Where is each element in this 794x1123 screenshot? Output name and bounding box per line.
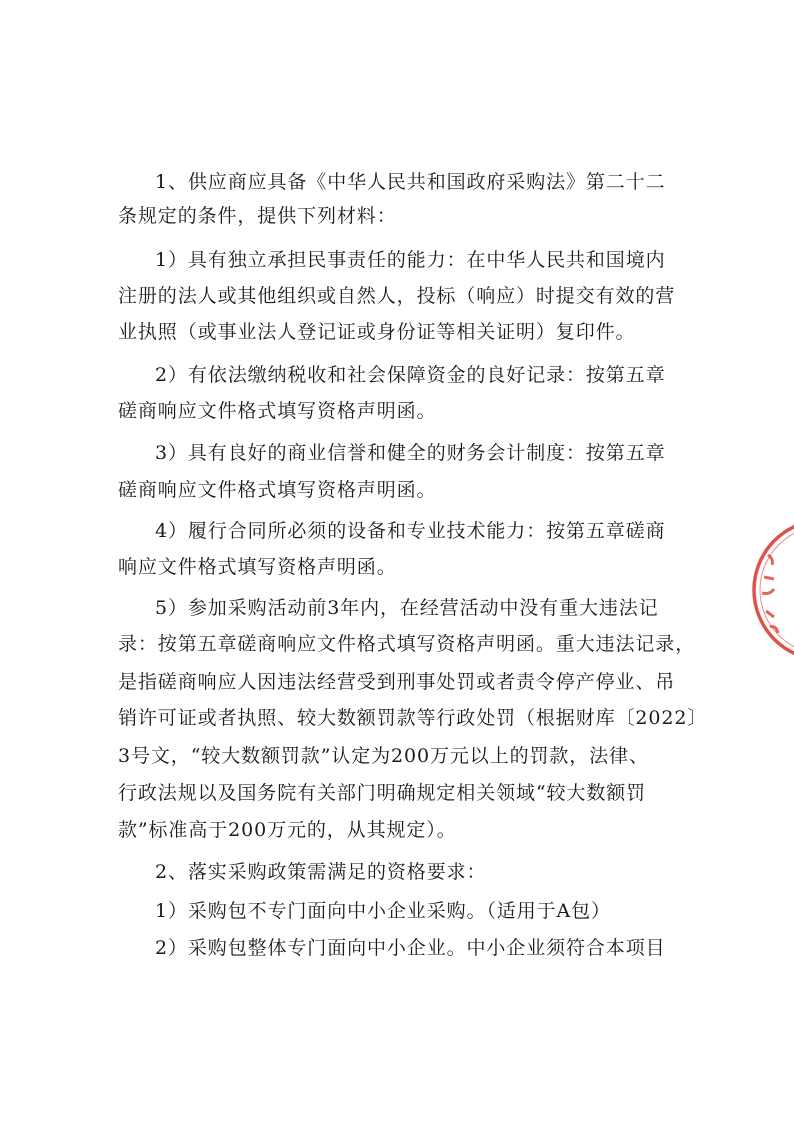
paragraph-line: 注册的法人或其他组织或自然人，投标（响应）时提交有效的营 [118,285,676,307]
paragraph-line: 行政法规以及国务院有关部门明确规定相关领域“较大数额罚 [118,782,647,804]
paragraph-line: 磋商响应文件格式填写资格声明函。 [118,479,437,501]
paragraph-line: 1）具有独立承担民事责任的能力：在中华人民共和国境内 [155,249,666,271]
paragraph-line: 2）采购包整体专门面向中小企业。中小企业须符合本项目 [155,937,666,959]
seal-stamp [746,515,794,665]
paragraph-line: 录：按第五章磋商响应文件格式填写资格声明函。重大违法记录， [118,633,696,655]
paragraph-line: 业执照（或事业法人登记证或身份证等相关证明）复印件。 [118,321,636,343]
paragraph-line: 磋商响应文件格式填写资格声明函。 [118,400,437,422]
paragraph-line: 5）参加采购活动前3年内，在经营活动中没有重大违法记 [155,597,659,619]
paragraph-line: 4）履行合同所必须的设备和专业技术能力：按第五章磋商 [155,520,666,542]
paragraph-line: 响应文件格式填写资格声明函。 [118,556,397,578]
paragraph-line: 1）采购包不专门面向中小企业采购。（适用于A包） [155,900,611,922]
paragraph-line: 是指磋商响应人因违法经营受到刑事处罚或者责令停产停业、吊 [118,671,676,693]
paragraph-line: 3）具有良好的商业信誉和健全的财务会计制度：按第五章 [155,442,666,464]
paragraph-line: 条规定的条件，提供下列材料： [118,205,397,227]
paragraph-line: 款”标准高于200万元的，从其规定）。 [118,819,457,841]
paragraph-line: 2、落实采购政策需满足的资格要求： [155,861,487,883]
paragraph-line: 1、供应商应具备《中华人民共和国政府采购法》第二十二 [155,171,666,193]
paragraph-line: 销许可证或者执照、较大数额罚款等行政处罚（根据财库〔2022〕 [118,707,708,729]
seal-stamp-graphic [746,515,794,665]
paragraph-line: 3号文，“较大数额罚款”认定为200万元以上的罚款，法律、 [118,745,649,767]
paragraph-line: 2）有依法缴纳税收和社会保障资金的良好记录：按第五章 [155,364,666,386]
